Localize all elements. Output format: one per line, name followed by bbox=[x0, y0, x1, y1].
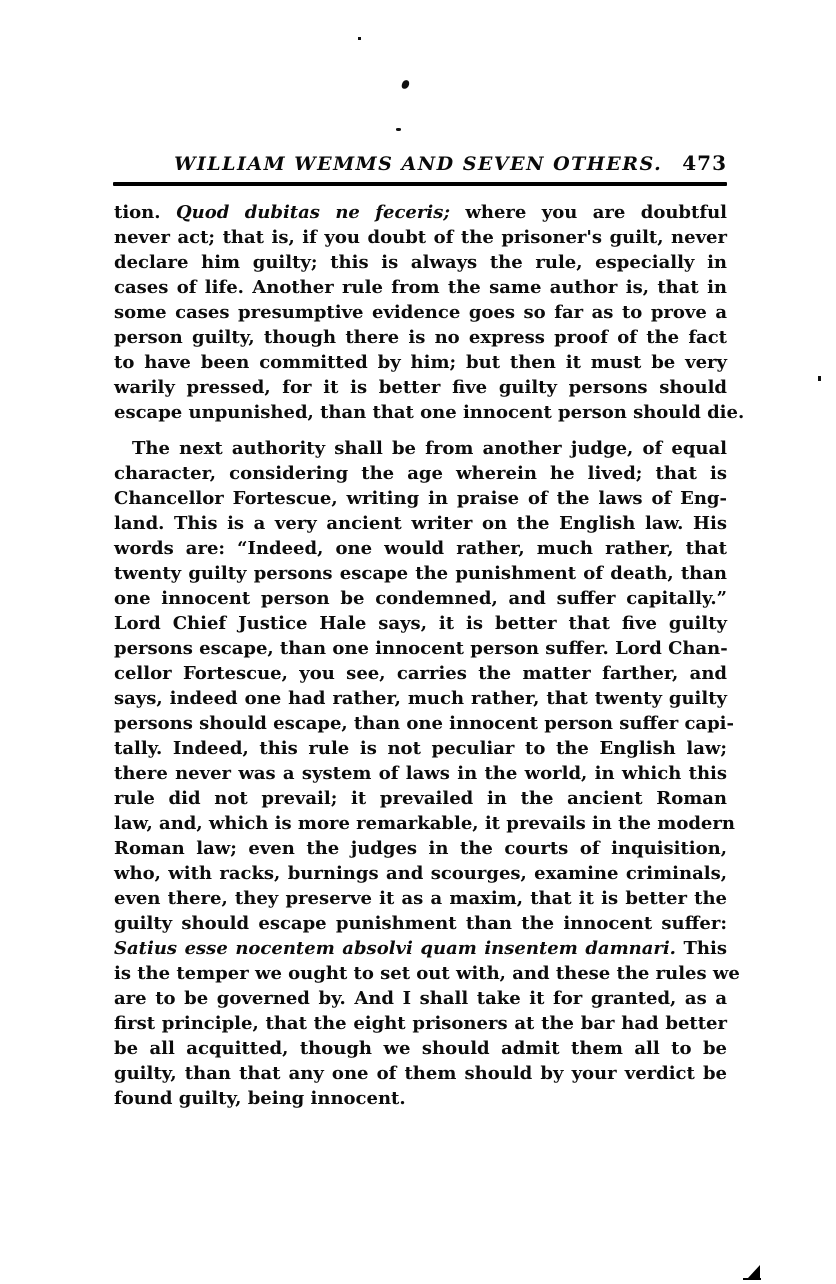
text-segment: are to be governed by. And I shall take it for granted, as a bbox=[114, 988, 727, 1009]
text-line bbox=[114, 1011, 727, 1036]
text-line bbox=[114, 1036, 727, 1061]
scan-artifact-baseline bbox=[743, 1278, 761, 1280]
text-segment: escape unpunished, than that one innocent person should die. bbox=[114, 402, 745, 423]
text-line bbox=[114, 325, 727, 350]
text-segment: there never was a system of laws in the world, in which this bbox=[114, 763, 727, 784]
text-line bbox=[114, 275, 727, 300]
text-line bbox=[114, 911, 727, 936]
text-line bbox=[114, 200, 727, 225]
text-segment: The next authority shall be from another judge, of equal bbox=[132, 438, 727, 459]
paragraph bbox=[114, 436, 740, 1111]
ink-speck bbox=[818, 376, 821, 381]
text-segment: who, with racks, burnings and scourges, examine criminals, bbox=[114, 863, 727, 884]
latin-phrase: Quod dubitas ne feceris; bbox=[175, 202, 450, 223]
text-segment: Lord Chief Justice Hale says, it is better that five guilty bbox=[114, 613, 727, 634]
text-line bbox=[114, 861, 727, 886]
text-line bbox=[114, 611, 727, 636]
text-line bbox=[114, 661, 727, 686]
page-number: 473 bbox=[682, 151, 727, 175]
text-segment: person guilty, though there is no express proof of the fact bbox=[114, 327, 727, 348]
text-segment: guilty, than that any one of them should by your verdict be bbox=[114, 1063, 727, 1084]
text-segment: law, and, which is more remarkable, it prevails in the modern bbox=[114, 813, 735, 834]
text-segment: found guilty, being innocent. bbox=[114, 1088, 406, 1109]
text-line bbox=[114, 761, 727, 786]
text-segment: twenty guilty persons escape the punishment of death, than bbox=[114, 563, 727, 584]
text-line bbox=[114, 936, 727, 961]
text-segment: tion. bbox=[114, 202, 176, 223]
ink-speck bbox=[396, 128, 401, 131]
text-line bbox=[114, 300, 727, 325]
text-line bbox=[114, 350, 727, 375]
text-line bbox=[114, 1086, 727, 1111]
latin-phrase: Satius esse nocentem absolvi quam insentem damnari. bbox=[114, 938, 676, 959]
page-title: WILLIAM WEMMS AND SEVEN OTHERS. bbox=[174, 153, 663, 175]
text-line bbox=[114, 225, 727, 250]
text-line bbox=[114, 486, 727, 511]
text-line bbox=[114, 1061, 727, 1086]
text-segment: tally. Indeed, this rule is not peculiar to the English law; bbox=[114, 738, 727, 759]
text-segment: Chancellor Fortescue, writing in praise of the laws of Eng- bbox=[114, 488, 727, 509]
text-segment: one innocent person be condemned, and suffer capitally.” bbox=[114, 588, 727, 609]
text-line bbox=[114, 561, 727, 586]
text-segment: be all acquitted, though we should admit them all to be bbox=[114, 1038, 727, 1059]
text-segment: land. This is a very ancient writer on the English law. His bbox=[114, 513, 727, 534]
header-rule bbox=[113, 182, 727, 186]
text-segment: never act; that is, if you doubt of the prisoner's guilt, never bbox=[114, 227, 727, 248]
text-line bbox=[114, 461, 727, 486]
text-segment: This bbox=[675, 938, 727, 959]
ink-speck bbox=[401, 79, 410, 89]
text-line bbox=[114, 250, 727, 275]
text-line bbox=[114, 786, 727, 811]
running-head bbox=[114, 151, 727, 175]
text-line bbox=[114, 736, 727, 761]
text-segment: declare him guilty; this is always the rule, especially in bbox=[114, 252, 727, 273]
text-segment: to have been committed by him; but then it must be very bbox=[114, 352, 727, 373]
text-segment: persons should escape, than one innocent person suffer capi- bbox=[114, 713, 734, 734]
text-segment: cellor Fortescue, you see, carries the matter farther, and bbox=[114, 663, 727, 684]
paragraph bbox=[114, 200, 745, 425]
text-line bbox=[114, 986, 727, 1011]
text-segment: some cases presumptive evidence goes so far as to prove a bbox=[114, 302, 727, 323]
text-line bbox=[114, 436, 727, 461]
text-segment: guilty should escape punishment than the innocent suffer: bbox=[114, 913, 727, 934]
text-line bbox=[114, 836, 727, 861]
text-segment: is the temper we ought to set out with, and these the rules we bbox=[114, 963, 740, 984]
text-line bbox=[114, 961, 740, 986]
text-segment: warily pressed, for it is better five guilty persons should bbox=[114, 377, 727, 398]
text-segment: where you are doubtful bbox=[449, 202, 727, 223]
text-segment: first principle, that the eight prisoners at the bar had better bbox=[114, 1013, 727, 1034]
text-line bbox=[114, 886, 727, 911]
ink-speck bbox=[358, 37, 361, 40]
text-line bbox=[114, 375, 727, 400]
text-segment: words are: “Indeed, one would rather, much rather, that bbox=[114, 538, 727, 559]
scan-artifact-wedge bbox=[748, 1265, 760, 1278]
text-segment: persons escape, than one innocent person suffer. Lord Chan- bbox=[114, 638, 728, 659]
text-segment: character, considering the age wherein he lived; that is bbox=[114, 463, 727, 484]
text-segment: Roman law; even the judges in the courts of inquisition, bbox=[114, 838, 727, 859]
text-line bbox=[114, 636, 727, 661]
text-segment: says, indeed one had rather, much rather, that twenty guilty bbox=[114, 688, 727, 709]
body-text bbox=[114, 200, 745, 1111]
text-segment: rule did not prevail; it prevailed in the ancient Roman bbox=[114, 788, 727, 809]
text-line bbox=[114, 686, 727, 711]
text-line bbox=[114, 586, 727, 611]
scan-corner-artifact bbox=[743, 1263, 762, 1280]
text-line bbox=[114, 400, 745, 425]
text-line bbox=[114, 536, 727, 561]
text-line bbox=[114, 711, 734, 736]
text-segment: cases of life. Another rule from the same author is, that in bbox=[114, 277, 727, 298]
text-segment: even there, they preserve it as a maxim, that it is better the bbox=[114, 888, 727, 909]
text-line bbox=[114, 811, 735, 836]
text-line bbox=[114, 511, 727, 536]
